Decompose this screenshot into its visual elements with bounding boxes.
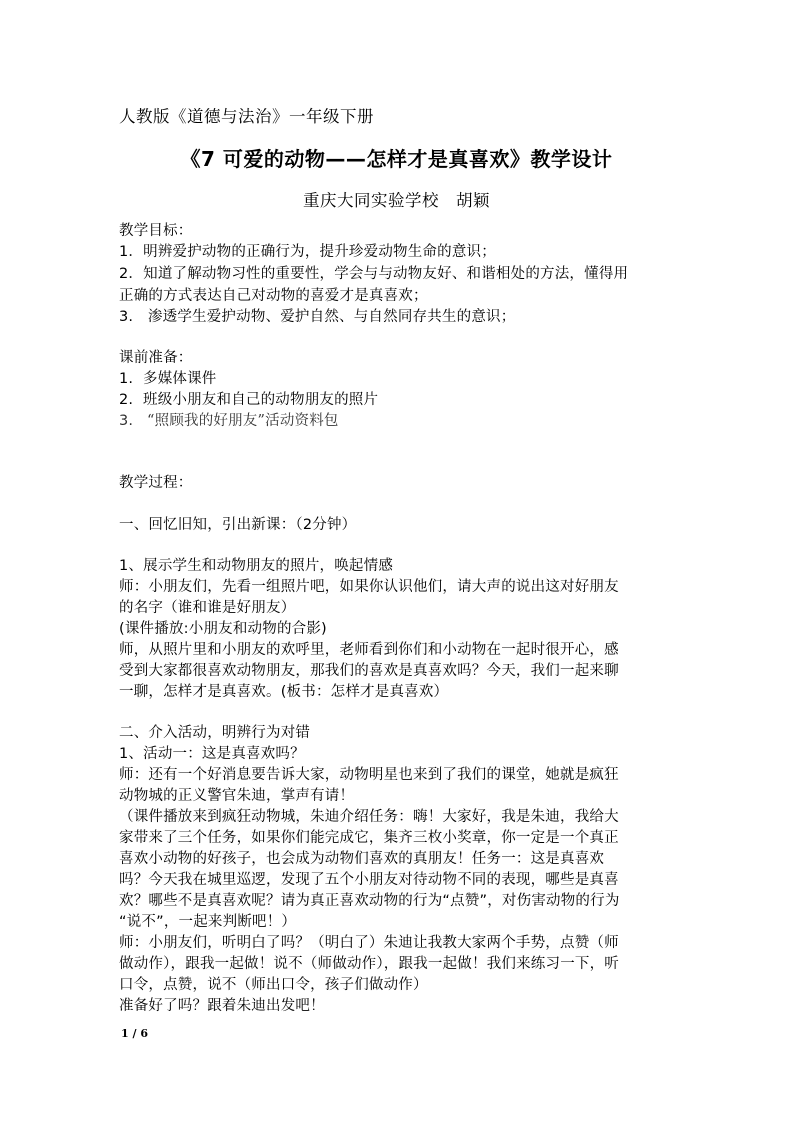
prep-item-text: 班级小朋友和自己的动物朋友的照片 bbox=[143, 392, 379, 408]
body-line: （课件播放来到疯狂动物城，朱迪介绍任务：嗨！大家好，我是朱迪，我给大 bbox=[119, 809, 619, 825]
edition-line: 人教版《道德与法治》一年级下册 bbox=[119, 107, 374, 126]
prep-item bbox=[119, 369, 217, 389]
body-line: (课件播放:小朋友和动物的合影) bbox=[119, 621, 327, 637]
body-line: 师：小朋友们，先看一组照片吧，如果你认识他们，请大声的说出这对好朋友 bbox=[119, 579, 619, 595]
body-line: 的名字（谁和谁是好朋友） bbox=[119, 600, 296, 616]
body-line: 1、活动一：这是真喜欢吗？ bbox=[119, 746, 305, 762]
goal-line: 3. 渗透学生爱护动物、爱护自然、与自然同存共生的意识； bbox=[119, 309, 516, 325]
body-line: 一聊，怎样才是真喜欢。(板书：怎样才是真喜欢） bbox=[119, 684, 449, 700]
body-line: 欢？哪些不是真喜欢呢？请为真正喜欢动物的行为“点赞”，对伤害动物的行为 bbox=[119, 893, 620, 909]
body-line: “说不”，一起来判断吧！） bbox=[119, 914, 297, 930]
body-line: 做动作），跟我一起做！说不（师做动作），跟我一起做！我们来练习一下，听 bbox=[119, 956, 619, 972]
goals-heading: 教学目标： bbox=[119, 223, 193, 239]
goal-line: 2．知道了解动物习性的重要性，学会与与动物友好、和谐相处的方法，懂得用 bbox=[119, 266, 629, 282]
body-line: 准备好了吗？跟着朱迪出发吧！ bbox=[119, 998, 325, 1014]
body-line: 喜欢小动物的好孩子，也会成为动物们喜欢的真朋友！任务一：这是真喜欢 bbox=[119, 851, 605, 867]
prep-heading: 课前准备： bbox=[119, 350, 193, 366]
body-line: 口令，点赞，说不（师出口令，孩子们做动作） bbox=[119, 977, 428, 993]
page-number: 1 / 6 bbox=[121, 1027, 148, 1040]
prep-item-number: 3. bbox=[119, 413, 134, 429]
body-line: 师，从照片里和小朋友的欢呼里，老师看到你们和小动物在一起时很开心，感 bbox=[119, 642, 619, 658]
body-line: 师：还有一个好消息要告诉大家，动物明星也来到了我们的课堂，她就是疯狂 bbox=[119, 767, 619, 783]
body-line: 受到大家都很喜欢动物朋友，那我们的喜欢是真喜欢吗？今天，我们一起来聊 bbox=[119, 663, 619, 679]
prep-item-number: 1. bbox=[119, 371, 134, 387]
prep-item bbox=[119, 390, 378, 410]
goal-line: 1．明辨爱护动物的正确行为，提升珍爱动物生命的意识； bbox=[119, 244, 496, 260]
body-line: 动物城的正义警官朱迪，掌声有请！ bbox=[119, 788, 355, 804]
body-line: 吗？今天我在城里巡逻，发现了五个小朋友对待动物不同的表现，哪些是真喜 bbox=[119, 872, 619, 888]
author-line: 重庆大同实验学校 胡颖 bbox=[303, 191, 490, 210]
prep-item-number: 2. bbox=[119, 392, 134, 408]
prep-item-text: “照顾我的好朋友”活动资料包 bbox=[147, 413, 339, 429]
section-heading: 二、介入活动，明辨行为对错 bbox=[119, 725, 311, 741]
document-title: 《7 可爱的动物——怎样才是真喜欢》教学设计 bbox=[180, 147, 613, 171]
process-heading: 教学过程： bbox=[119, 475, 193, 491]
body-line: 师：小朋友们，听明白了吗？（明白了）朱迪让我教大家两个手势，点赞（师 bbox=[119, 935, 619, 951]
goal-line: 正确的方式表达自己对动物的喜爱才是真喜欢； bbox=[119, 288, 428, 304]
body-line: 1、展示学生和动物朋友的照片，唤起情感 bbox=[119, 558, 394, 574]
prep-item bbox=[119, 411, 339, 431]
section-heading: 一、回忆旧知，引出新课：（2分钟） bbox=[119, 517, 357, 533]
prep-item-text: 多媒体课件 bbox=[143, 371, 217, 387]
body-line: 家带来了三个任务，如果你们能完成它，集齐三枚小奖章，你一定是一个真正 bbox=[119, 830, 619, 846]
